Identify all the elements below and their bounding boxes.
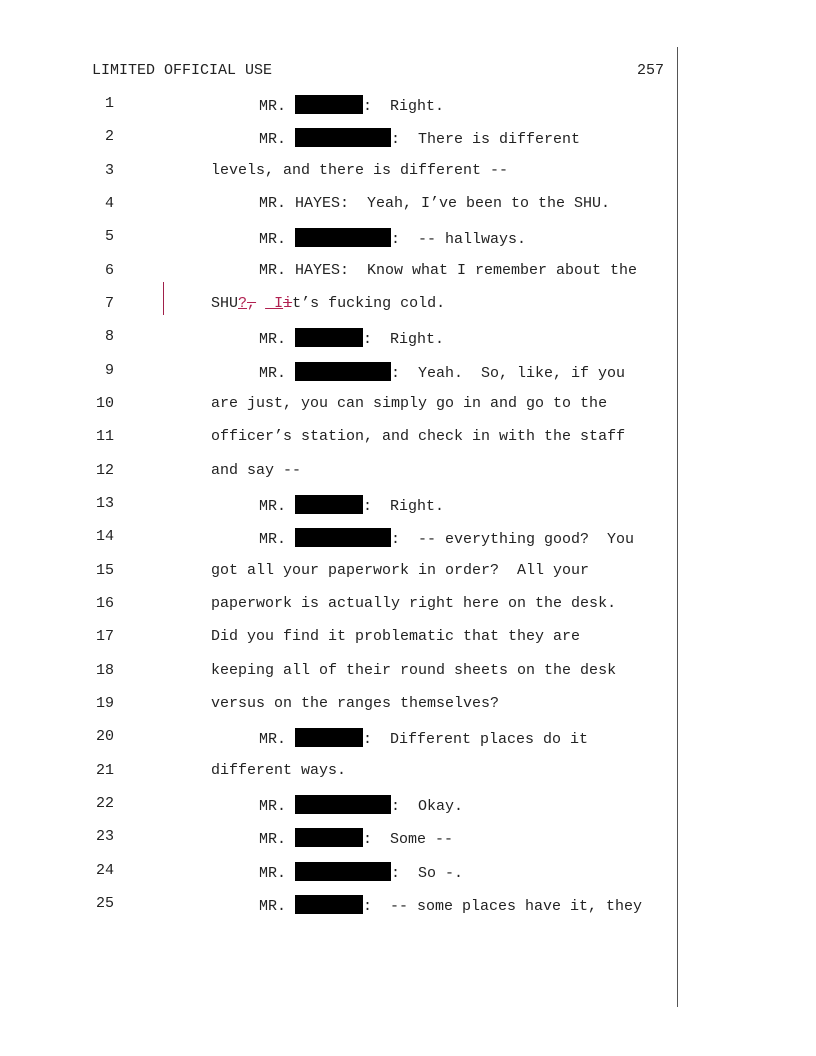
line-number: 14 — [95, 528, 114, 545]
transcript-line — [0, 95, 816, 115]
line-text: MR. : Right. — [259, 328, 444, 348]
line-number: 23 — [95, 828, 114, 845]
redaction-box — [295, 895, 363, 914]
inserted-text: ? — [238, 295, 248, 312]
transcript-line — [0, 195, 816, 215]
transcript-line — [0, 228, 816, 248]
transcript-line — [0, 895, 816, 915]
transcript-line — [0, 862, 816, 882]
line-text: MR. : Yeah. So, like, if you — [259, 362, 625, 382]
line-text: paperwork is actually right here on the desk. — [211, 595, 617, 612]
redaction-box — [295, 795, 391, 814]
transcript-line — [0, 762, 816, 782]
transcript-line — [0, 695, 816, 715]
line-number: 22 — [95, 795, 114, 812]
line-text: MR. : Okay. — [259, 795, 463, 815]
transcript-line — [0, 628, 816, 648]
transcript-line — [0, 128, 816, 148]
transcript-line — [0, 162, 816, 182]
redaction-box — [295, 128, 391, 147]
line-text: MR. : Different places do it — [259, 728, 588, 748]
line-number: 10 — [95, 395, 114, 412]
line-text: MR. : Right. — [259, 495, 444, 515]
redaction-box — [295, 95, 363, 114]
classification-marking: LIMITED OFFICIAL USE — [92, 62, 273, 79]
line-text: MR. HAYES: Know what I remember about the — [259, 262, 638, 279]
line-text: keeping all of their round sheets on the desk — [211, 662, 617, 679]
redaction-box — [295, 828, 363, 847]
line-number: 2 — [104, 128, 114, 145]
line-number: 24 — [95, 862, 114, 879]
transcript-line — [0, 595, 816, 615]
redaction-box — [295, 862, 391, 881]
transcript-line — [0, 262, 816, 282]
transcript-line — [0, 728, 816, 748]
line-number: 6 — [104, 262, 114, 279]
transcript-line — [0, 495, 816, 515]
deleted-text: i — [283, 295, 293, 312]
line-number: 1 — [104, 95, 114, 112]
line-text: SHU?, Iit’s fucking cold. — [211, 295, 446, 312]
line-number: 8 — [104, 328, 114, 345]
page-number: 257 — [637, 62, 665, 79]
transcript-line — [0, 528, 816, 548]
transcript-line — [0, 828, 816, 848]
line-number: 15 — [95, 562, 114, 579]
redaction-box — [295, 528, 391, 547]
transcript-line — [0, 428, 816, 448]
line-number: 18 — [95, 662, 114, 679]
transcript-line — [0, 395, 816, 415]
line-text: got all your paperwork in order? All your — [211, 562, 590, 579]
line-text: MR. : Some -- — [259, 828, 453, 848]
line-number: 19 — [95, 695, 114, 712]
line-number: 3 — [104, 162, 114, 179]
line-text: MR. : There is different — [259, 128, 580, 148]
line-number: 16 — [95, 595, 114, 612]
line-text: officer’s station, and check in with the staff — [211, 428, 626, 445]
line-number: 25 — [95, 895, 114, 912]
transcript-line — [0, 562, 816, 582]
redaction-box — [295, 495, 363, 514]
line-number: 11 — [95, 428, 114, 445]
line-text: MR. : -- everything good? You — [259, 528, 634, 548]
line-text: MR. : -- hallways. — [259, 228, 526, 248]
line-text: MR. : Right. — [259, 95, 444, 115]
deleted-text: , — [247, 295, 257, 312]
line-text: versus on the ranges themselves? — [211, 695, 500, 712]
transcript-line — [0, 662, 816, 682]
transcript-line — [0, 362, 816, 382]
transcript-line — [0, 328, 816, 348]
line-number: 7 — [104, 295, 114, 312]
line-text: levels, and there is different -- — [211, 162, 509, 179]
line-text: MR. : -- some places have it, they — [259, 895, 642, 915]
line-text: are just, you can simply go in and go to the — [211, 395, 608, 412]
redaction-box — [295, 328, 363, 347]
redaction-box — [295, 228, 391, 247]
redaction-box — [295, 362, 391, 381]
line-number: 17 — [95, 628, 114, 645]
transcript-line — [0, 462, 816, 482]
line-number: 9 — [104, 362, 114, 379]
line-number: 21 — [95, 762, 114, 779]
line-text: Did you find it problematic that they are — [211, 628, 581, 645]
line-number: 20 — [95, 728, 114, 745]
line-number: 13 — [95, 495, 114, 512]
redaction-box — [295, 728, 363, 747]
line-text: MR. : So -. — [259, 862, 463, 882]
line-number: 5 — [104, 228, 114, 245]
inserted-text: I — [265, 295, 284, 312]
line-text: and say -- — [211, 462, 302, 479]
transcript-line — [0, 295, 816, 315]
line-number: 4 — [104, 195, 114, 212]
line-number: 12 — [95, 462, 114, 479]
line-text: MR. HAYES: Yeah, I’ve been to the SHU. — [259, 195, 611, 212]
transcript-line — [0, 795, 816, 815]
line-text: different ways. — [211, 762, 347, 779]
